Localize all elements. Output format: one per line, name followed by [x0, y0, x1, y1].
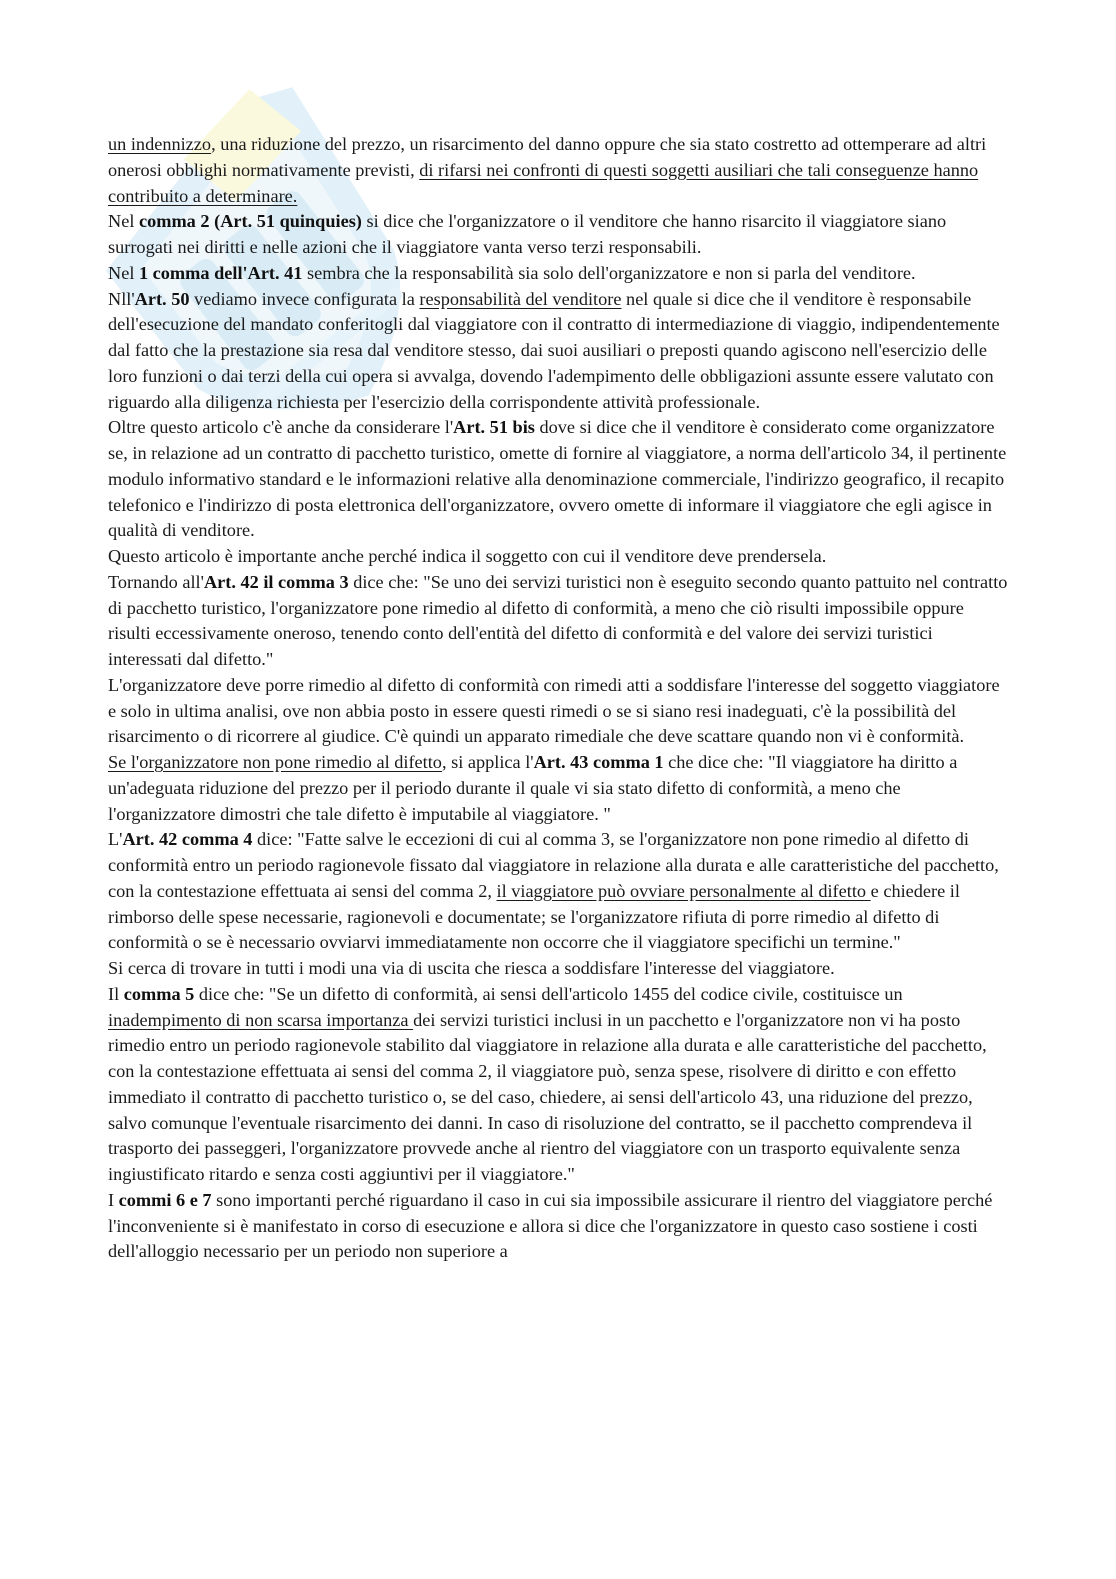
paragraph-p13 [108, 1188, 1008, 1265]
paragraph-p11 [108, 956, 1008, 982]
bold-reference: Art. 50 [134, 288, 190, 309]
text-run: nel quale si dice che il venditore è responsabile dell'esecuzione del mandato conferitogli dal viaggiatore con il contratto di intermediazione di viaggio, indipendentemente dal fatto che la prestazione sia resa dal venditore stesso, dai suoi ausiliari o preposti quando agiscono nell'esercizio delle loro funzioni o dai terzi della cui opera si avvalga, dovendo l'adempimento delle obbligazioni assunte essere valutato con riguardo alla diligenza richiesta per l'esercizio della corrispondente attività professionale. [108, 288, 1000, 412]
bold-reference: Art. 42 il comma 3 [203, 571, 349, 592]
text-run: dice: "Fatte salve le eccezioni di cui al comma 3, se l'organizzatore non pone rimedio al difetto di conformità entro un periodo ragionevole fissato dal viaggiatore in relazione alla durata e alle caratteristiche del pacchetto, con la contestazione effettuata ai sensi del comma 2, [108, 829, 999, 901]
underlined-text: Se l'organizzatore non pone rimedio al difetto [108, 752, 442, 772]
text-run: Il [108, 983, 124, 1004]
bold-reference: Art. 51 bis [453, 417, 535, 438]
text-run: , si applica l' [441, 752, 534, 772]
text-run: dei servizi turistici inclusi in un pacchetto e l'organizzatore non vi ha posto rimedio entro un periodo ragionevole stabilito dal viaggiatore in relazione alla durata e alle caratteristiche del pacchetto, con la contestazione effettuata ai sensi del comma 2, il viaggiatore può, senza spese, risolvere di diritto e con effetto immediato il contratto di pacchetto turistico o, se del caso, chiedere, ai sensi dell'articolo 43, una riduzione del prezzo, salvo comunque l'eventuale risarcimento dei danni. In caso di risoluzione del contratto, se il pacchetto comprendeva il trasporto dei passeggeri, l'organizzatore provvede anche al rientro del viaggiatore con un trasporto equivalente senza ingiustificato ritardo e senza costi aggiuntivi per il viaggiatore." [108, 1009, 987, 1184]
text-run: che dice che: "Il viaggiatore ha diritto a un'adeguata riduzione del prezzo per il periodo durante il quale vi sia stato difetto di conformità, a meno che l'organizzatore dimostri che tale difetto è imputabile al viaggiatore. " [108, 752, 958, 824]
text-run: dove si dice che il venditore è considerato come organizzatore se, in relazione ad un contratto di pacchetto turistico, omette di fornire al viaggiatore, a norma dell'articolo 34, il pertinente modulo informativo standard e le informazioni relative alla denominazione commerciale, l'indirizzo geografico, il recapito telefonico e l'indirizzo di posta elettronica dell'organizzatore, ovvero omette di informare il viaggiatore che egli agisce in qualità di venditore. [108, 417, 1007, 541]
paragraph-p1 [108, 132, 1008, 209]
paragraph-p2 [108, 209, 1008, 261]
bold-reference: commi 6 e 7 [118, 1189, 212, 1210]
paragraph-p5 [108, 415, 1008, 544]
text-run: Oltre questo articolo c'è anche da considerare l' [108, 417, 454, 438]
bold-reference: comma 2 (Art. 51 quinquies) [138, 211, 362, 232]
paragraph-p3 [108, 261, 1008, 287]
paragraph-p12 [108, 982, 1008, 1188]
underlined-text: di rifarsi nei confronti di questi soggetti ausiliari che tali conseguenze hanno contribuito a determinare. [108, 159, 979, 206]
bold-reference: Art. 43 comma 1 [533, 752, 664, 772]
text-run: Nll' [108, 288, 135, 309]
bold-reference: 1 comma dell'Art. 41 [138, 262, 303, 283]
text-run: vediamo invece configurata la [189, 288, 420, 309]
paragraph-p9 [108, 750, 1008, 827]
paragraph-p4 [108, 287, 1008, 416]
underlined-text: responsabilità del venditore [419, 288, 622, 309]
text-run: e chiedere il rimborso delle spese necessarie, ragionevoli e documentate; se l'organizzatore rifiuta di porre rimedio al difetto di conformità o se è necessario ovviarvi immediatamente non occorre che il viaggiatore specifichi un termine." [108, 880, 960, 953]
text-run: dice che: "Se un difetto di conformità, ai sensi dell'articolo 1455 del codice civile, costituisce un [194, 983, 903, 1004]
paragraph-p6 [108, 544, 1008, 570]
text-run: L'organizzatore deve porre rimedio al difetto di conformità con rimedi atti a soddisfare l'interesse del soggetto viaggiatore e solo in ultima analisi, ove non abbia posto in essere questi rimedi o se si siano resi inadeguati, c'è la possibilità del risarcimento o di ricorrere al giudice. C'è quindi un apparato rimediale che deve scattare quando non vi è conformità. [108, 674, 1000, 747]
bold-reference: comma 5 [123, 983, 195, 1004]
text-run: sono importanti perché riguardano il caso in cui sia impossibile assicurare il rientro del viaggiatore perché l'inconveniente si è manifestato in corso di esecuzione e allora si dice che l'organizzatore in questo caso sostiene i costi dell'alloggio necessario per un periodo non superiore a [108, 1189, 993, 1262]
text-run: dice che: "Se uno dei servizi turistici non è eseguito secondo quanto pattuito nel contratto di pacchetto turistico, l'organizzatore pone rimedio al difetto di conformità, a meno che ciò risulti impossibile oppure risulti eccessivamente oneroso, tenendo conto dell'entità del difetto di conformità e del valore dei servizi turistici interessati dal difetto." [108, 571, 1008, 669]
text-run: sembra che la responsabilità sia solo dell'organizzatore e non si parla del venditore. [302, 262, 916, 283]
document-body [108, 132, 1008, 1265]
text-run: Tornando all' [108, 571, 204, 592]
underlined-text: un indennizzo [108, 134, 212, 154]
text-run: Nel [108, 262, 139, 283]
paragraph-p10 [108, 827, 1008, 956]
text-run: Questo articolo è importante anche perché indica il soggetto con cui il venditore deve prendersela. [108, 546, 827, 566]
bold-reference: Art. 42 comma 4 [122, 829, 253, 850]
paragraph-p8 [108, 673, 1008, 750]
text-run: I [108, 1189, 119, 1210]
text-run: L' [108, 829, 123, 850]
text-run: si dice che l'organizzatore o il venditore che hanno risarcito il viaggiatore siano surrogati nei diritti e nelle azioni che il viaggiatore vanta verso terzi responsabili. [108, 211, 947, 257]
text-run: Si cerca di trovare in tutti i modi una via di uscita che riesca a soddisfare l'interesse del viaggiatore. [108, 958, 835, 978]
underlined-text: il viaggiatore può ovviare personalmente al difetto [496, 880, 871, 901]
text-run: Nel [108, 211, 139, 232]
underlined-text: inadempimento di non scarsa importanza [108, 1009, 414, 1030]
paragraph-p7 [108, 570, 1008, 673]
text-run: , una riduzione del prezzo, un risarcimento del danno oppure che sia stato costretto ad ottemperare ad altri onerosi obblighi normativamente previsti, [108, 134, 987, 180]
